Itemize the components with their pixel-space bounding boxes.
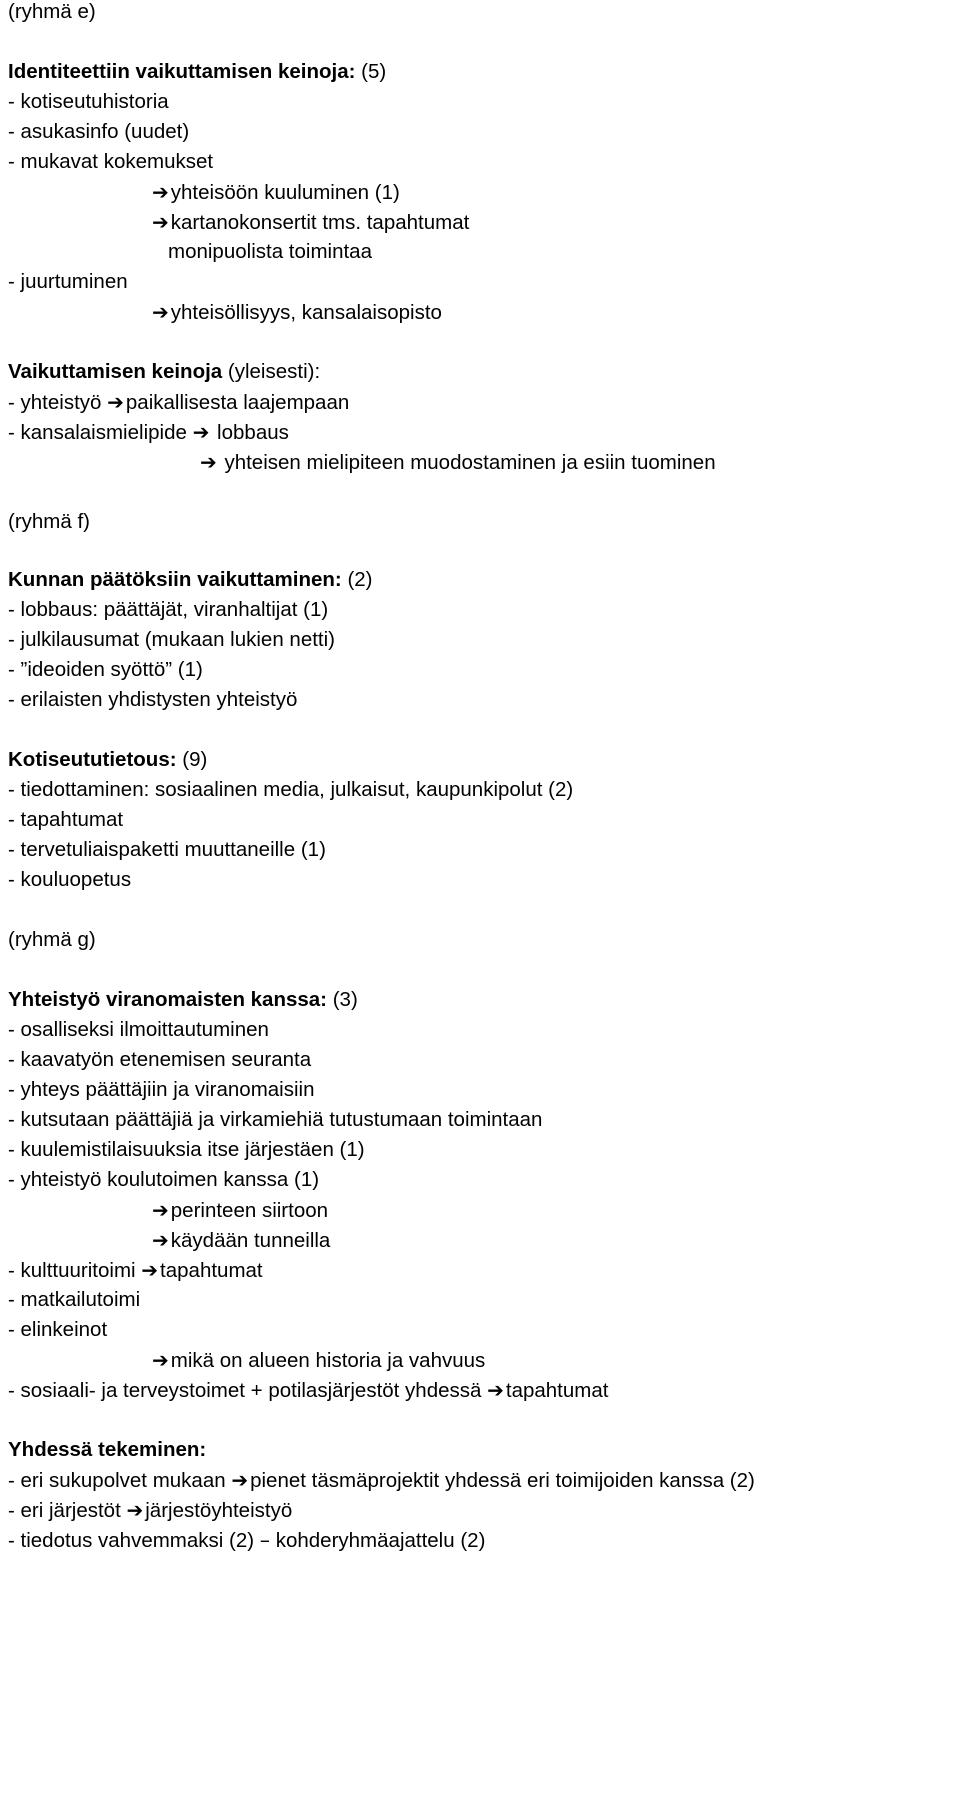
list-item: - elinkeinot [8,1318,108,1341]
heading-text: Kotiseututietous: [8,748,177,771]
list-item: - matkailutoimi [8,1288,141,1311]
arrow-icon: ➔ [107,390,124,414]
section-heading-identity [8,60,386,84]
list-item: - asukasinfo (uudet) [8,120,190,143]
section-heading-municipal [8,568,373,592]
list-item: - yhteistyö koulutoimen kanssa (1) [8,1168,320,1191]
section-heading-authorities [8,988,358,1012]
arrow-icon: ➔ [152,210,169,234]
arrow-icon: ➔ [126,1498,144,1522]
list-item: - erilaisten yhdistysten yhteistyö [8,688,298,711]
arrow-icon: ➔ [231,1468,249,1492]
section-heading-influence [8,360,320,384]
arrow-icon: ➔ [152,300,169,324]
sub-item: monipuolista toimintaa [168,240,372,263]
list-item: - kansalaismielipide ➔ lobbaus [8,420,289,444]
list-item: - mukavat kokemukset [8,150,214,173]
heading-note: (yleisesti): [222,360,321,383]
heading-text: Vaikuttamisen keinoja [8,360,223,383]
list-item: - kutsutaan päättäjiä ja virkamiehiä tutustumaan toimintaan [8,1108,543,1131]
sub-item: ➔käydään tunneilla [152,1228,331,1252]
list-item: - kuulemistilaisuuksia itse järjestäen (1) [8,1138,365,1161]
section-heading-local-knowledge [8,748,207,772]
arrow-icon: ➔ [192,420,210,444]
sub-item: ➔mikä on alueen historia ja vahvuus [152,1348,486,1372]
section-heading-together [8,1438,206,1462]
list-item: - yhteys päättäjiin ja viranomaisiin [8,1078,315,1101]
list-item: - eri järjestöt ➔järjestöyhteistyö [8,1498,293,1522]
group-f-label: (ryhmä f) [8,510,90,533]
list-item: - kouluopetus [8,868,132,891]
arrow-icon: ➔ [152,1228,169,1252]
list-item: - sosiaali- ja terveystoimet + potilasjärjestöt yhdessä ➔tapahtumat [8,1378,609,1402]
heading-text: Yhteistyö viranomaisten kanssa: [8,988,328,1011]
group-e-label: (ryhmä e) [8,0,96,23]
heading-text: Yhdessä tekeminen: [8,1438,207,1461]
arrow-icon: ➔ [200,450,217,474]
list-item: - yhteistyö ➔paikallisesta laajempaan [8,390,350,414]
sub-item: ➔yhteisöön kuuluminen (1) [152,180,400,204]
list-item: - osalliseksi ilmoittautuminen [8,1018,269,1041]
list-item: - tiedottaminen: sosiaalinen media, julkaisut, kaupunkipolut (2) [8,778,574,801]
arrow-icon: ➔ [487,1378,504,1402]
list-item: - kulttuuritoimi ➔tapahtumat [8,1258,263,1282]
list-item: - lobbaus: päättäjät, viranhaltijat (1) [8,598,329,621]
sub-item: ➔perinteen siirtoon [152,1198,329,1222]
sub-item: ➔kartanokonsertit tms. tapahtumat [152,210,470,234]
arrow-icon: ➔ [152,1198,169,1222]
sub-item: ➔yhteisöllisyys, kansalaisopisto [152,300,442,324]
arrow-icon: ➔ [152,1348,169,1372]
heading-text: Identiteettiin vaikuttamisen keinoja: [8,60,356,83]
list-item: - julkilausumat (mukaan lukien netti) [8,628,335,651]
list-item: - juurtuminen [8,270,128,293]
list-item: - eri sukupolvet mukaan ➔pienet täsmäprojektit yhdessä eri toimijoiden kanssa (2) [8,1468,755,1492]
list-item: - tiedotus vahvemmaksi (2) – kohderyhmäajattelu (2) [8,1528,486,1552]
sub-item: ➔ yhteisen mielipiteen muodostaminen ja esiin tuominen [200,450,716,474]
arrow-icon: ➔ [141,1258,159,1282]
list-item: - ”ideoiden syöttö” (1) [8,658,203,681]
heading-count: (3) [327,988,358,1011]
dash-separator: – [259,1528,271,1552]
heading-count: (5) [355,60,387,83]
heading-count: (2) [341,568,373,591]
list-item: - kotiseutuhistoria [8,90,169,113]
list-item: - tervetuliaispaketti muuttaneille (1) [8,838,326,861]
list-item: - tapahtumat [8,808,124,831]
heading-count: (9) [176,748,208,771]
arrow-icon: ➔ [152,180,169,204]
list-item: - kaavatyön etenemisen seuranta [8,1048,312,1071]
heading-text: Kunnan päätöksiin vaikuttaminen: [8,568,342,591]
group-g-label: (ryhmä g) [8,928,96,951]
